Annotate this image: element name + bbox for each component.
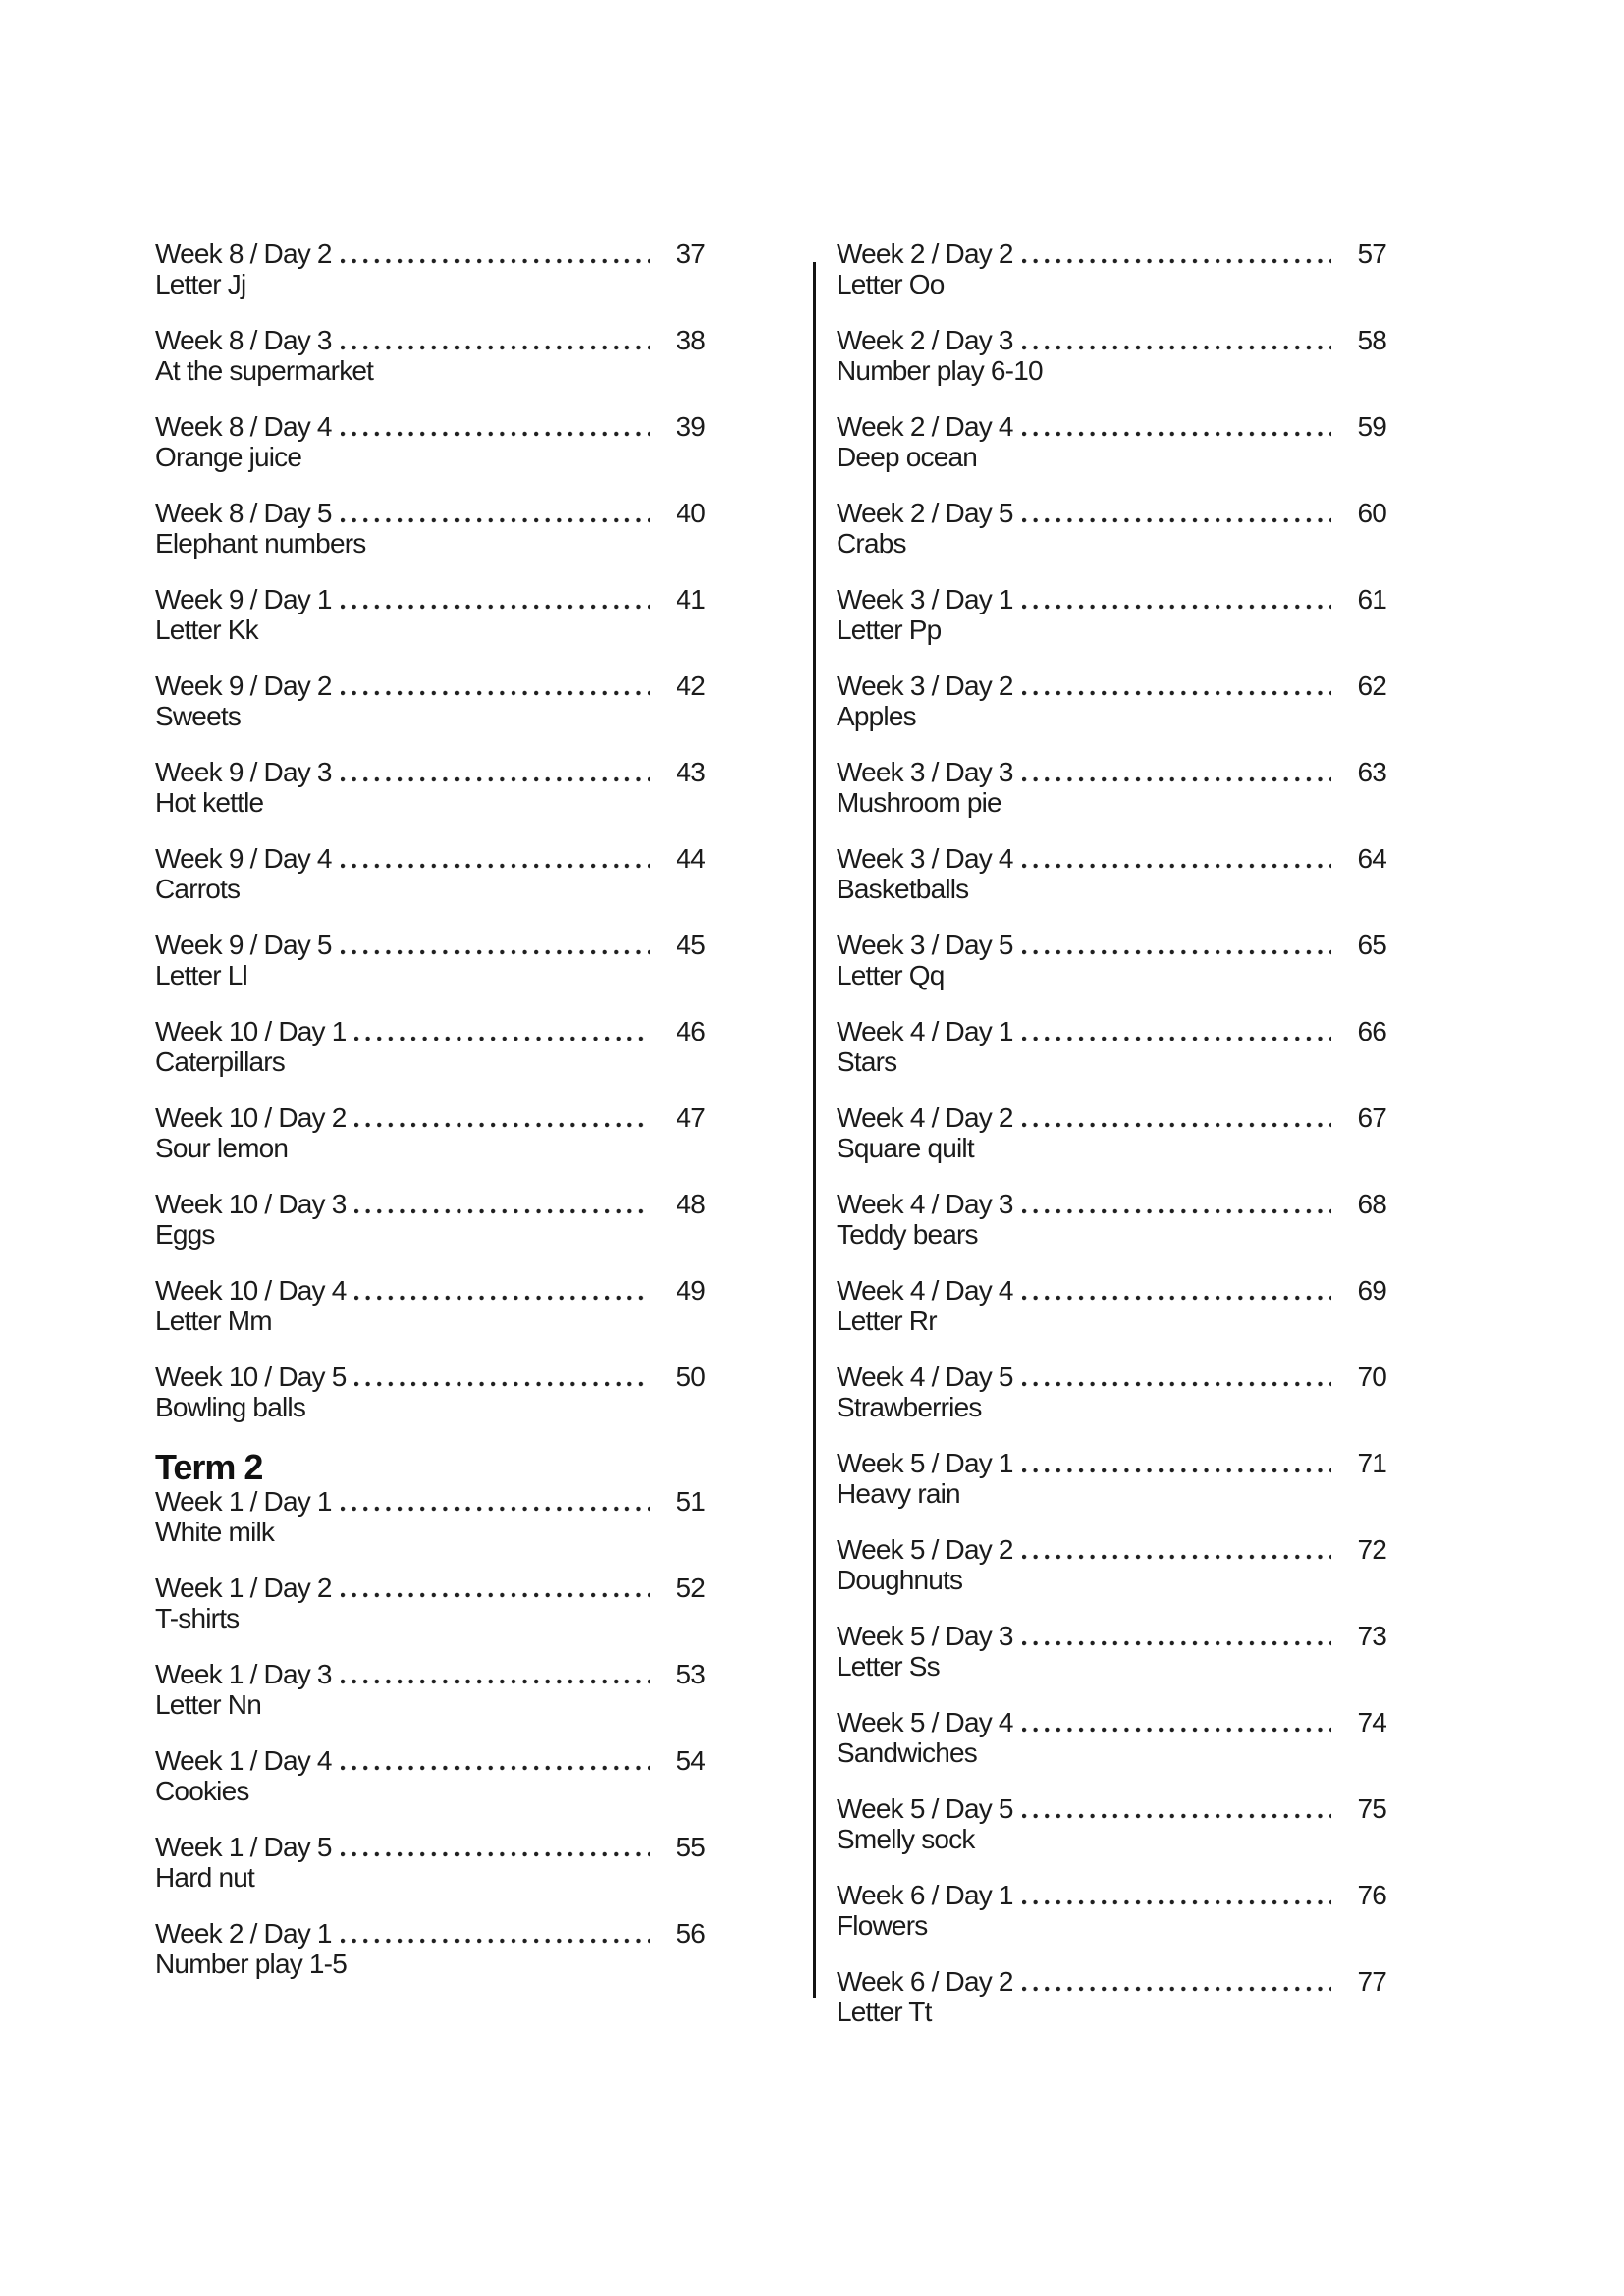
entry-title-row	[837, 239, 1386, 269]
entry-page-number: 50	[676, 1362, 705, 1392]
toc-entry	[155, 1918, 705, 1979]
dot-leader	[1022, 1036, 1331, 1041]
entry-page-number: 40	[676, 498, 705, 528]
entry-subtitle: Eggs	[155, 1219, 215, 1250]
entry-title-row	[155, 1659, 705, 1689]
entry-title: Week 3 / Day 2	[837, 670, 1013, 701]
entry-subtitle: Hot kettle	[155, 787, 264, 818]
dot-leader	[341, 604, 650, 610]
entry-page-number: 52	[676, 1573, 705, 1603]
entry-subtitle: Letter Pp	[837, 614, 942, 645]
entry-page-number: 66	[1357, 1016, 1386, 1046]
entry-title: Week 10 / Day 1	[155, 1016, 347, 1046]
toc-entry	[837, 843, 1386, 904]
dot-leader	[1022, 1727, 1331, 1733]
entry-title: Week 4 / Day 5	[837, 1362, 1013, 1392]
dot-leader	[1022, 1295, 1331, 1301]
entry-page-number: 43	[676, 757, 705, 787]
entry-page-number: 69	[1357, 1275, 1386, 1306]
toc-entry	[155, 1016, 705, 1077]
entry-title: Week 2 / Day 3	[837, 325, 1013, 355]
entry-subtitle: Flowers	[837, 1910, 928, 1941]
entry-subtitle: Number play 6-10	[837, 355, 1043, 386]
entry-subtitle: Teddy bears	[837, 1219, 978, 1250]
entry-title: Week 5 / Day 5	[837, 1793, 1013, 1824]
entry-subtitle: Stars	[837, 1046, 897, 1077]
dot-leader	[341, 1851, 650, 1857]
dot-leader	[1022, 431, 1331, 437]
dot-leader	[1022, 1899, 1331, 1905]
dot-leader	[354, 1381, 650, 1387]
toc-entry	[155, 1189, 705, 1250]
dot-leader	[341, 690, 650, 696]
dot-leader	[1022, 1381, 1331, 1387]
entry-subtitle: Sweets	[155, 701, 242, 731]
entry-title-row	[155, 1745, 705, 1776]
dot-leader	[341, 431, 650, 437]
entry-page-number: 71	[1357, 1448, 1386, 1478]
entry-title: Week 5 / Day 1	[837, 1448, 1013, 1478]
dot-leader	[1022, 949, 1331, 955]
entry-title-row	[837, 584, 1386, 614]
entry-page-number: 67	[1357, 1102, 1386, 1133]
dot-leader	[1022, 517, 1331, 523]
dot-leader	[341, 1938, 650, 1944]
entry-title-row	[837, 325, 1386, 355]
column-divider	[813, 262, 816, 1998]
entry-page-number: 51	[676, 1486, 705, 1517]
dot-leader	[354, 1122, 650, 1128]
entry-title: Week 9 / Day 3	[155, 757, 332, 787]
entry-title: Week 4 / Day 2	[837, 1102, 1013, 1133]
entry-subtitle: Sour lemon	[155, 1133, 289, 1163]
entry-subtitle: Bowling balls	[155, 1392, 306, 1422]
entry-title: Week 8 / Day 2	[155, 239, 332, 269]
entry-subtitle: Basketballs	[837, 874, 969, 904]
dot-leader	[354, 1295, 650, 1301]
entry-subtitle: Smelly sock	[837, 1824, 975, 1854]
dot-leader	[341, 776, 650, 782]
entry-title-row	[837, 411, 1386, 442]
entry-title-row	[837, 1448, 1386, 1478]
entry-subtitle: Letter Nn	[155, 1689, 261, 1720]
toc-entry	[155, 1573, 705, 1633]
entry-title-row	[837, 930, 1386, 960]
dot-leader	[1022, 863, 1331, 869]
entry-title: Week 10 / Day 4	[155, 1275, 347, 1306]
entry-page-number: 65	[1357, 930, 1386, 960]
term-heading: Term 2	[155, 1447, 263, 1487]
entry-title-row	[837, 1189, 1386, 1219]
toc-entry	[837, 1966, 1386, 2027]
toc-entry	[155, 325, 705, 386]
entry-title-row	[155, 1832, 705, 1862]
toc-entry	[837, 1707, 1386, 1768]
toc-entry	[155, 757, 705, 818]
entry-title-row	[155, 1362, 705, 1392]
dot-leader	[1022, 690, 1331, 696]
entry-page-number: 53	[676, 1659, 705, 1689]
dot-leader	[1022, 776, 1331, 782]
entry-page-number: 62	[1357, 670, 1386, 701]
entry-page-number: 72	[1357, 1534, 1386, 1565]
entry-subtitle: White milk	[155, 1517, 275, 1547]
entry-title: Week 3 / Day 1	[837, 584, 1013, 614]
entry-title-row	[155, 1189, 705, 1219]
entry-title: Week 8 / Day 3	[155, 325, 332, 355]
entry-title: Week 6 / Day 1	[837, 1880, 1013, 1910]
entry-title: Week 9 / Day 2	[155, 670, 332, 701]
entry-page-number: 76	[1357, 1880, 1386, 1910]
toc-entry	[837, 1880, 1386, 1941]
entry-page-number: 64	[1357, 843, 1386, 874]
dot-leader	[1022, 1208, 1331, 1214]
entry-title-row	[837, 757, 1386, 787]
toc-entry	[837, 757, 1386, 818]
entry-page-number: 68	[1357, 1189, 1386, 1219]
entry-page-number: 54	[676, 1745, 705, 1776]
entry-title: Week 5 / Day 4	[837, 1707, 1013, 1737]
entry-title-row	[155, 1016, 705, 1046]
toc-entry	[837, 584, 1386, 645]
entry-subtitle: Caterpillars	[155, 1046, 285, 1077]
entry-title-row	[837, 1707, 1386, 1737]
entry-title-row	[837, 1966, 1386, 1997]
entry-page-number: 75	[1357, 1793, 1386, 1824]
entry-subtitle: Letter Qq	[837, 960, 945, 990]
toc-entry	[837, 1534, 1386, 1595]
entry-title: Week 5 / Day 3	[837, 1621, 1013, 1651]
entry-title: Week 2 / Day 2	[837, 239, 1013, 269]
entry-title: Week 9 / Day 4	[155, 843, 332, 874]
entry-page-number: 41	[676, 584, 705, 614]
toc-entry	[155, 498, 705, 559]
entry-title-row	[837, 670, 1386, 701]
entry-title-row	[837, 1275, 1386, 1306]
dot-leader	[341, 1506, 650, 1512]
toc-entry	[837, 239, 1386, 299]
toc-entry	[837, 1102, 1386, 1163]
entry-title: Week 9 / Day 1	[155, 584, 332, 614]
dot-leader	[341, 1765, 650, 1771]
entry-title-row	[155, 1275, 705, 1306]
entry-subtitle: Sandwiches	[837, 1737, 977, 1768]
entry-page-number: 46	[676, 1016, 705, 1046]
entry-page-number: 37	[676, 239, 705, 269]
entry-title-row	[155, 498, 705, 528]
toc-entry	[837, 930, 1386, 990]
toc-entry	[155, 1486, 705, 1547]
entry-title: Week 2 / Day 1	[155, 1918, 332, 1949]
dot-leader	[341, 345, 650, 350]
dot-leader	[1022, 345, 1331, 350]
entry-page-number: 77	[1357, 1966, 1386, 1997]
entry-page-number: 57	[1357, 239, 1386, 269]
entry-title-row	[155, 757, 705, 787]
toc-entry	[155, 1659, 705, 1720]
entry-page-number: 63	[1357, 757, 1386, 787]
toc-entry	[155, 239, 705, 299]
entry-title-row	[155, 325, 705, 355]
entry-title-row	[837, 1793, 1386, 1824]
toc-entry	[155, 411, 705, 472]
entry-title-row	[837, 1362, 1386, 1392]
entry-page-number: 47	[676, 1102, 705, 1133]
entry-page-number: 39	[676, 411, 705, 442]
entry-title: Week 10 / Day 5	[155, 1362, 347, 1392]
entry-title-row	[837, 1534, 1386, 1565]
entry-subtitle: Mushroom pie	[837, 787, 1001, 818]
entry-subtitle: Letter Tt	[837, 1997, 932, 2027]
entry-subtitle: Letter Kk	[155, 614, 258, 645]
entry-title: Week 8 / Day 5	[155, 498, 332, 528]
entry-title: Week 1 / Day 3	[155, 1659, 332, 1689]
entry-title-row	[155, 843, 705, 874]
entry-title: Week 1 / Day 1	[155, 1486, 332, 1517]
entry-title: Week 10 / Day 2	[155, 1102, 347, 1133]
entry-title: Week 8 / Day 4	[155, 411, 332, 442]
entry-title: Week 10 / Day 3	[155, 1189, 347, 1219]
dot-leader	[354, 1036, 650, 1041]
dot-leader	[341, 517, 650, 523]
entry-page-number: 49	[676, 1275, 705, 1306]
entry-subtitle: Deep ocean	[837, 442, 978, 472]
entry-title-row	[837, 1621, 1386, 1651]
entry-title-row	[155, 239, 705, 269]
entry-subtitle: Carrots	[155, 874, 241, 904]
entry-title-row	[155, 584, 705, 614]
toc-entry	[837, 1189, 1386, 1250]
entry-title-row	[837, 1102, 1386, 1133]
entry-page-number: 44	[676, 843, 705, 874]
dot-leader	[354, 1208, 650, 1214]
entry-title-row	[155, 1573, 705, 1603]
toc-entry	[155, 930, 705, 990]
entry-page-number: 74	[1357, 1707, 1386, 1737]
toc-entry	[837, 1016, 1386, 1077]
entry-page-number: 38	[676, 325, 705, 355]
toc-entry	[155, 1362, 705, 1422]
entry-title-row	[837, 1880, 1386, 1910]
dot-leader	[1022, 258, 1331, 264]
entry-page-number: 48	[676, 1189, 705, 1219]
entry-title-row	[837, 498, 1386, 528]
entry-subtitle: Number play 1-5	[155, 1949, 347, 1979]
entry-title: Week 4 / Day 4	[837, 1275, 1013, 1306]
entry-subtitle: Letter Jj	[155, 269, 246, 299]
toc-entry	[155, 1102, 705, 1163]
entry-subtitle: Letter Mm	[155, 1306, 272, 1336]
toc-entry	[837, 1362, 1386, 1422]
entry-subtitle: Letter Ss	[837, 1651, 940, 1682]
dot-leader	[1022, 1554, 1331, 1560]
toc-entry	[837, 325, 1386, 386]
toc-entry	[837, 1793, 1386, 1854]
toc-entry	[837, 411, 1386, 472]
entry-subtitle: Square quilt	[837, 1133, 974, 1163]
dot-leader	[1022, 1122, 1331, 1128]
toc-entry	[837, 498, 1386, 559]
dot-leader	[1022, 1813, 1331, 1819]
toc-entry	[155, 1832, 705, 1893]
entry-title: Week 5 / Day 2	[837, 1534, 1013, 1565]
entry-page-number: 70	[1357, 1362, 1386, 1392]
dot-leader	[341, 258, 650, 264]
toc-column-right	[837, 239, 1386, 2053]
entry-subtitle: Letter Rr	[837, 1306, 937, 1336]
dot-leader	[341, 949, 650, 955]
dot-leader	[1022, 1986, 1331, 1992]
entry-subtitle: Crabs	[837, 528, 906, 559]
entry-page-number: 42	[676, 670, 705, 701]
toc-entry	[837, 1275, 1386, 1336]
entry-subtitle: Letter Oo	[837, 269, 945, 299]
entry-subtitle: Doughnuts	[837, 1565, 963, 1595]
entry-page-number: 55	[676, 1832, 705, 1862]
entry-title-row	[837, 843, 1386, 874]
entry-page-number: 73	[1357, 1621, 1386, 1651]
entry-subtitle: Letter Ll	[155, 960, 247, 990]
entry-subtitle: At the supermarket	[155, 355, 374, 386]
entry-subtitle: Hard nut	[155, 1862, 254, 1893]
entry-subtitle: Heavy rain	[837, 1478, 960, 1509]
toc-entry	[155, 1745, 705, 1806]
entry-title-row	[155, 930, 705, 960]
entry-title: Week 1 / Day 4	[155, 1745, 332, 1776]
entry-title: Week 3 / Day 4	[837, 843, 1013, 874]
entry-title: Week 2 / Day 5	[837, 498, 1013, 528]
entry-title: Week 6 / Day 2	[837, 1966, 1013, 1997]
toc-entry	[837, 1448, 1386, 1509]
toc-entry	[837, 670, 1386, 731]
entry-subtitle: Apples	[837, 701, 916, 731]
dot-leader	[341, 1592, 650, 1598]
entry-title: Week 3 / Day 5	[837, 930, 1013, 960]
toc-entry	[155, 843, 705, 904]
entry-title: Week 1 / Day 5	[155, 1832, 332, 1862]
entry-page-number: 60	[1357, 498, 1386, 528]
entry-title-row	[155, 1918, 705, 1949]
entry-title-row	[155, 1486, 705, 1517]
entry-subtitle: T-shirts	[155, 1603, 240, 1633]
entry-title: Week 4 / Day 3	[837, 1189, 1013, 1219]
entry-title-row	[837, 1016, 1386, 1046]
dot-leader	[341, 863, 650, 869]
entry-page-number: 45	[676, 930, 705, 960]
entry-title: Week 4 / Day 1	[837, 1016, 1013, 1046]
entry-subtitle: Elephant numbers	[155, 528, 366, 559]
toc-entry	[155, 584, 705, 645]
dot-leader	[1022, 1468, 1331, 1473]
entry-title-row	[155, 411, 705, 442]
entry-page-number: 56	[676, 1918, 705, 1949]
entry-subtitle: Orange juice	[155, 442, 302, 472]
entry-title: Week 3 / Day 3	[837, 757, 1013, 787]
entry-title: Week 2 / Day 4	[837, 411, 1013, 442]
entry-page-number: 59	[1357, 411, 1386, 442]
entry-subtitle: Cookies	[155, 1776, 249, 1806]
entry-title: Week 9 / Day 5	[155, 930, 332, 960]
dot-leader	[1022, 604, 1331, 610]
entry-page-number: 61	[1357, 584, 1386, 614]
entry-title-row	[155, 670, 705, 701]
toc-entry	[155, 670, 705, 731]
entry-title: Week 1 / Day 2	[155, 1573, 332, 1603]
dot-leader	[1022, 1640, 1331, 1646]
toc-column-left	[155, 239, 705, 2004]
dot-leader	[341, 1679, 650, 1684]
entry-page-number: 58	[1357, 325, 1386, 355]
toc-entry	[837, 1621, 1386, 1682]
toc-entry	[155, 1275, 705, 1336]
entry-subtitle: Strawberries	[837, 1392, 982, 1422]
entry-title-row	[155, 1102, 705, 1133]
